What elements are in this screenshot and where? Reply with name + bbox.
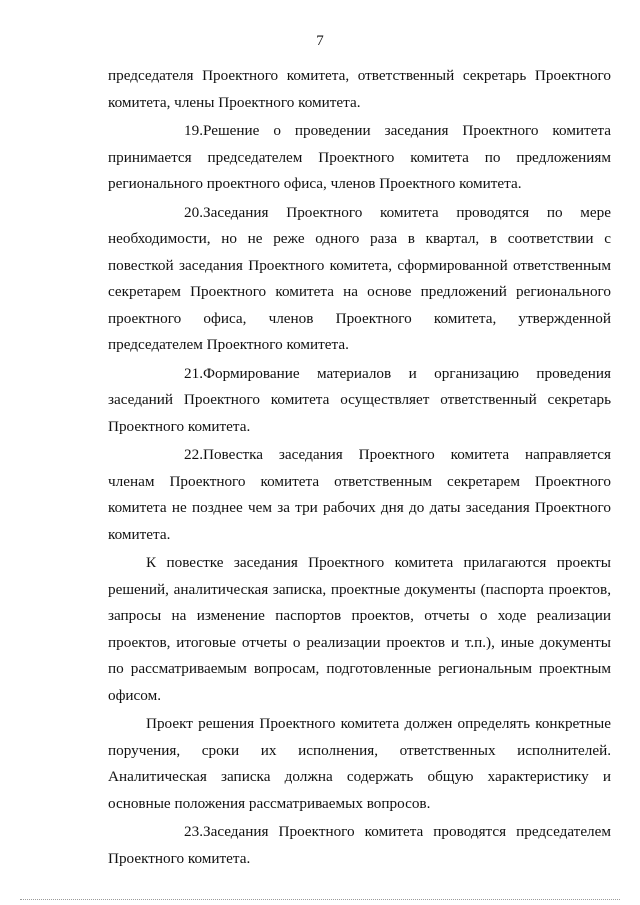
paragraph-number: 19. — [184, 122, 203, 139]
paragraph-21 — [108, 361, 611, 441]
paragraph-text: Повестка заседания Проектного комитета направляется членам Проектного комитета ответственным секретарем Проектного комитета не позднее чем за три рабочих дня до даты заседания Проектного комитета. — [108, 446, 611, 543]
paragraph-continuation — [108, 63, 611, 116]
paragraph-text: Формирование материалов и организацию проведения заседаний Проектного комитета осуществляет ответственный секретарь Проектного комитета. — [108, 364, 611, 435]
paragraph-text: Заседания Проектного комитета проводятся председателем Проектного комитета. — [108, 823, 611, 867]
paragraph-number: 20. — [184, 203, 203, 221]
paragraph-number: 21. — [184, 364, 203, 382]
paragraph-text: Проект решения Проектного комитета должен определять конкретные поручения, сроки их исполнения, ответственных исполнителей. Аналитическая записка должна содержать общую характеристику и основные положения рассматриваемых вопросов. — [108, 715, 611, 812]
paragraph-number: 22. — [184, 446, 203, 463]
paragraph-agenda-attachments — [108, 550, 611, 709]
paragraph-19 — [108, 118, 611, 198]
paragraph-20 — [108, 200, 611, 359]
page-number: 7 — [316, 33, 324, 49]
paragraph-text: Решение о проведении заседания Проектного комитета принимается председателем Проектного комитета по предложениям регионального проектного офиса, членов Проектного комитета. — [108, 122, 611, 192]
paragraph-text: Заседания Проектного комитета проводятся по мере необходимости, но не реже одного раза в квартал, в соответствии с повесткой заседания Проектного комитета, сформированной ответственным секретарем Проектного комитета на основе предложений регионального проектного офиса, членов Проектного комитета, утвержденной председателем Проектного комитета. — [108, 203, 611, 353]
document-body — [108, 63, 611, 872]
paragraph-23 — [108, 819, 611, 872]
paragraph-draft-decision — [108, 711, 611, 817]
paragraph-text: председателя Проектного комитета, ответственный секретарь Проектного комитета, члены Проектного комитета. — [108, 67, 611, 111]
paragraph-number: 23. — [184, 823, 203, 840]
bottom-divider — [20, 899, 620, 900]
paragraph-22 — [108, 442, 611, 548]
paragraph-text: К повестке заседания Проектного комитета прилагаются проекты решений, аналитическая записка, проектные документы (паспорта проектов, запросы на изменение паспортов проектов, отчеты о ходе реализации проектов, итоговые отчеты о реализации проектов и т.п.), иные документы по рассматриваемым вопросам, подготовленные региональным проектным офисом. — [108, 554, 611, 704]
